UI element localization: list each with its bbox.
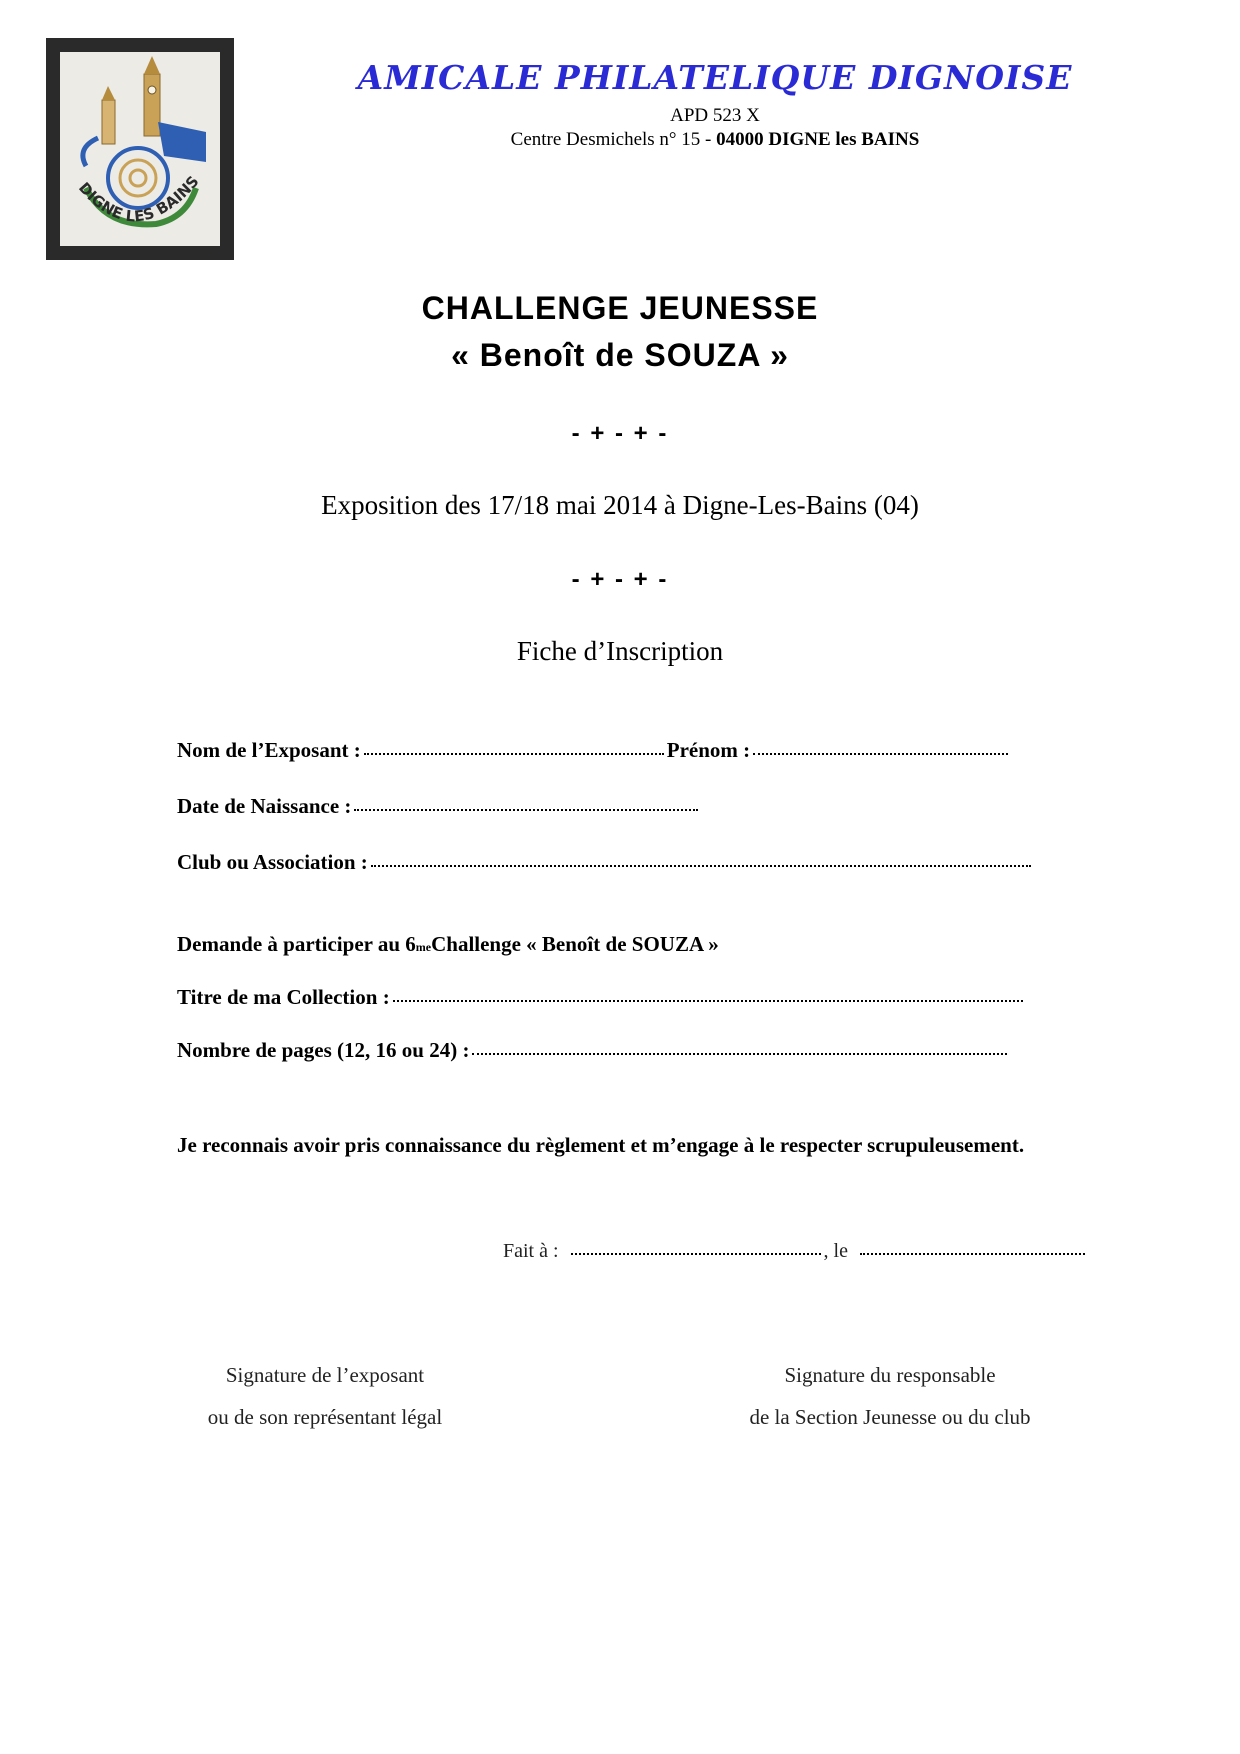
demande-before: Demande à participer au 6 — [177, 932, 416, 956]
fait-line — [503, 1240, 1088, 1263]
form-line-date — [177, 794, 701, 819]
demande-after: Challenge « Benoît de SOUZA » — [431, 932, 719, 956]
form-line-club — [177, 850, 1034, 875]
prenom-label: Prénom : — [666, 738, 751, 762]
address — [300, 129, 1130, 151]
signature-exposant-line1: Signature de l’exposant — [225, 1363, 425, 1387]
fait-lieu-field[interactable] — [571, 1252, 821, 1255]
club-field[interactable] — [371, 864, 1031, 867]
demande-line — [177, 932, 719, 957]
separator-2: - + - + - — [571, 566, 669, 593]
nom-label: Nom de l’Exposant : — [177, 738, 361, 762]
logo-text: DIGNE LES BAINS — [75, 172, 203, 226]
prenom-field[interactable] — [753, 752, 1008, 755]
title-line-2: « Benoît de SOUZA » — [451, 337, 789, 373]
titre-field[interactable] — [393, 999, 1023, 1002]
exposition-date: Exposition des 17/18 mai 2014 à Digne-Les-Bains (04) — [321, 490, 919, 520]
form-line-pages — [177, 1038, 1010, 1063]
address-street: Centre Desmichels n° 15 - — [510, 129, 717, 150]
signature-responsable-line2: de la Section Jeunesse ou du club — [749, 1405, 1031, 1429]
apd-reference: APD 523 X — [670, 105, 760, 126]
stamp-logo-icon — [46, 38, 234, 260]
title-line-1: CHALLENGE JEUNESSE — [421, 290, 819, 326]
association-name: AMICALE PHILATELIQUE DIGNOISE — [357, 58, 1073, 97]
fait-date-field[interactable] — [860, 1252, 1085, 1255]
separator-1: - + - + - — [571, 420, 669, 447]
signature-exposant-line2: ou de son représentant légal — [207, 1405, 443, 1429]
form-line-nom — [177, 738, 1011, 763]
form-line-titre — [177, 985, 1026, 1010]
date-field[interactable] — [354, 808, 698, 811]
signature-exposant — [160, 1354, 490, 1438]
form-title: Fiche d’Inscription — [516, 636, 724, 666]
titre-label: Titre de ma Collection : — [177, 985, 390, 1009]
address-city: 04000 DIGNE les BAINS — [716, 129, 920, 150]
signature-responsable-line1: Signature du responsable — [784, 1363, 996, 1387]
demande-sup: me — [415, 940, 432, 954]
pages-field[interactable] — [472, 1052, 1007, 1055]
fait-le-label: , le — [823, 1240, 848, 1262]
date-label: Date de Naissance : — [177, 794, 352, 818]
club-label: Club ou Association : — [177, 850, 368, 874]
fait-label: Fait à : — [503, 1240, 559, 1262]
engagement-text: Je reconnais avoir pris connaissance du règlement et m’engage à le respecter scrupuleusement. — [177, 1133, 1025, 1157]
signature-responsable — [700, 1354, 1080, 1438]
nom-field[interactable] — [364, 752, 664, 755]
pages-label: Nombre de pages (12, 16 ou 24) : — [177, 1038, 470, 1062]
